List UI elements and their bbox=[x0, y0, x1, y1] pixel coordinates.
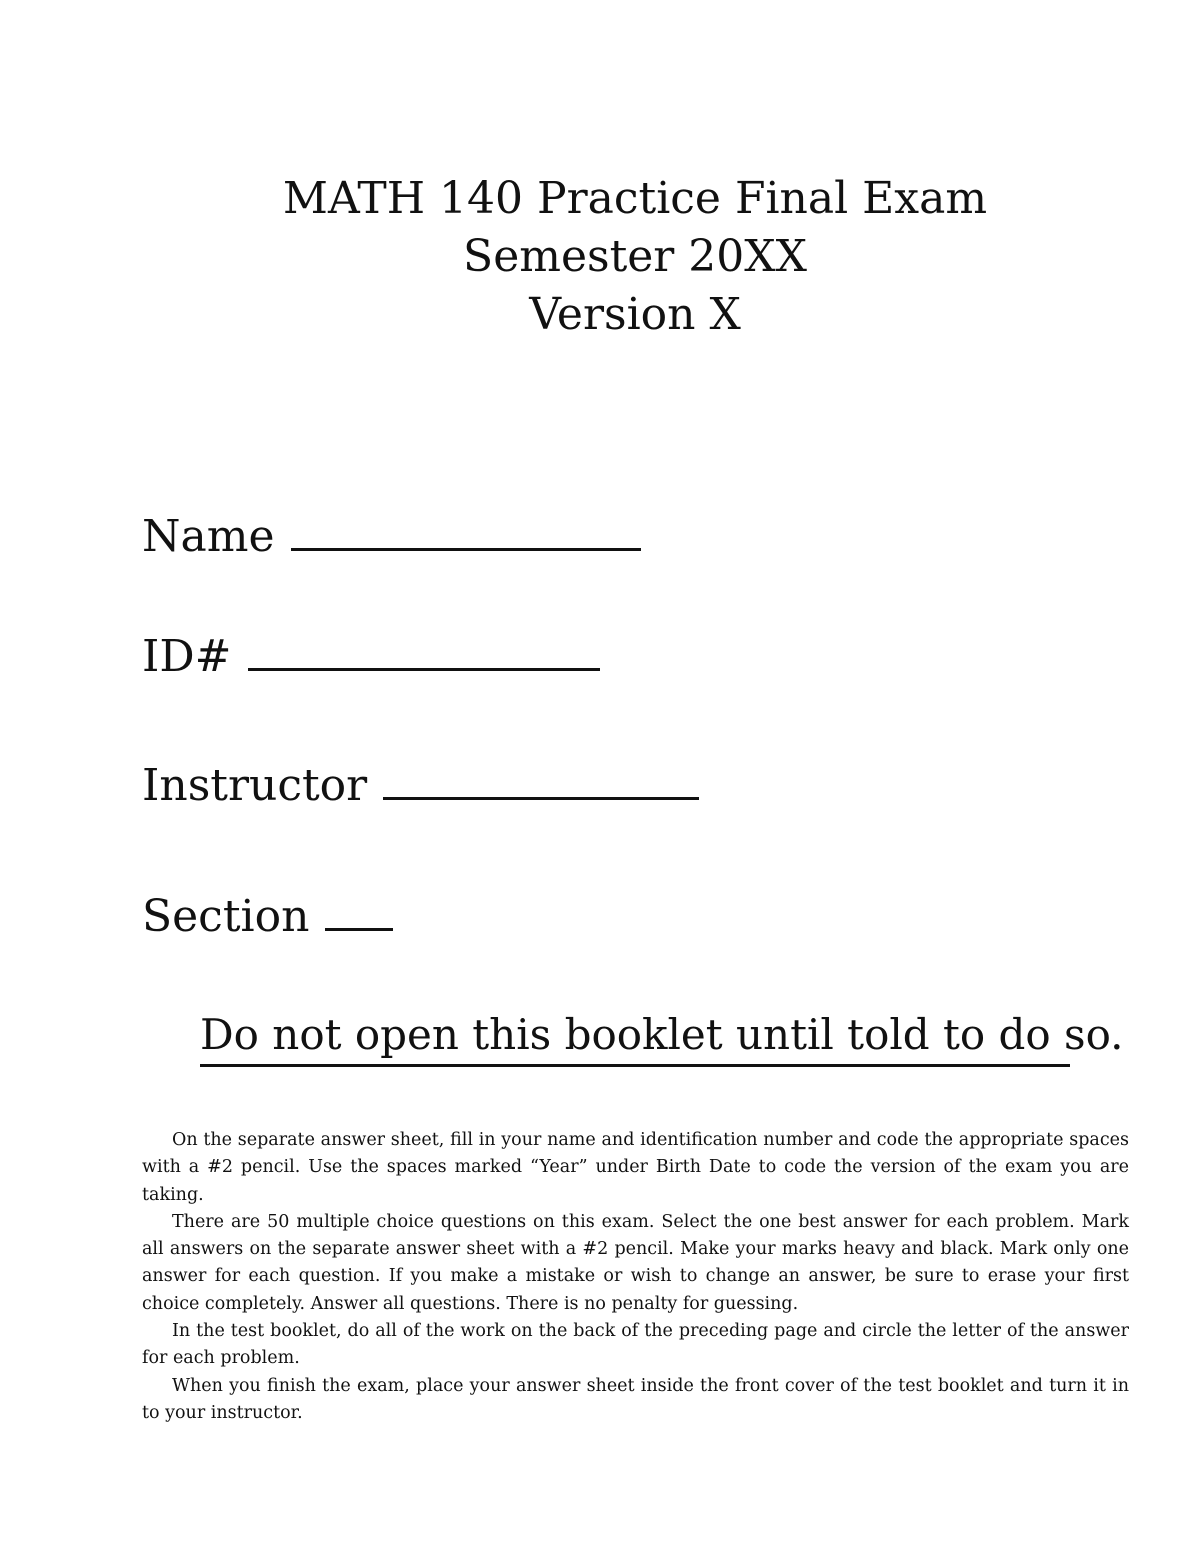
do-not-open-warning: Do not open this booklet until told to do so. bbox=[200, 1008, 1070, 1067]
section-blank-line bbox=[325, 888, 393, 931]
instructor-blank-line bbox=[383, 757, 699, 800]
exam-version: Version X bbox=[529, 289, 741, 340]
exam-title-block bbox=[0, 170, 1200, 344]
name-label: Name bbox=[142, 511, 275, 562]
id-field bbox=[142, 628, 600, 683]
section-field bbox=[142, 888, 393, 943]
id-blank-line bbox=[248, 628, 600, 671]
instruction-paragraph: There are 50 multiple choice questions on this exam. Select the one best answer for each problem. Mark all answers on the separate answer sheet with a #2 pencil. Make your marks heavy and black. Mark only one answer for each question. If you make a mistake or wish to change an answer, be sure to erase your first choice completely. Answer all questions. There is no penalty for guessing. bbox=[142, 1211, 1129, 1314]
instructor-field bbox=[142, 757, 699, 812]
id-label: ID# bbox=[142, 631, 232, 682]
instructor-label: Instructor bbox=[142, 760, 368, 811]
exam-title: MATH 140 Practice Final Exam bbox=[282, 173, 988, 224]
section-label: Section bbox=[142, 891, 310, 942]
instructions bbox=[142, 1127, 1129, 1427]
name-blank-line bbox=[291, 508, 641, 551]
name-field bbox=[142, 508, 641, 563]
instruction-paragraph: On the separate answer sheet, fill in your name and identification number and code the appropriate spaces with a #2 pencil. Use the spaces marked “Year” under Birth Date to code the version of the exam you are taking. bbox=[142, 1130, 1129, 1205]
exam-semester: Semester 20XX bbox=[463, 231, 807, 282]
instruction-paragraph: When you finish the exam, place your answer sheet inside the front cover of the test booklet and turn it in to your instructor. bbox=[142, 1375, 1129, 1423]
instruction-paragraph: In the test booklet, do all of the work on the back of the preceding page and circle the letter of the answer for each problem. bbox=[142, 1321, 1129, 1369]
